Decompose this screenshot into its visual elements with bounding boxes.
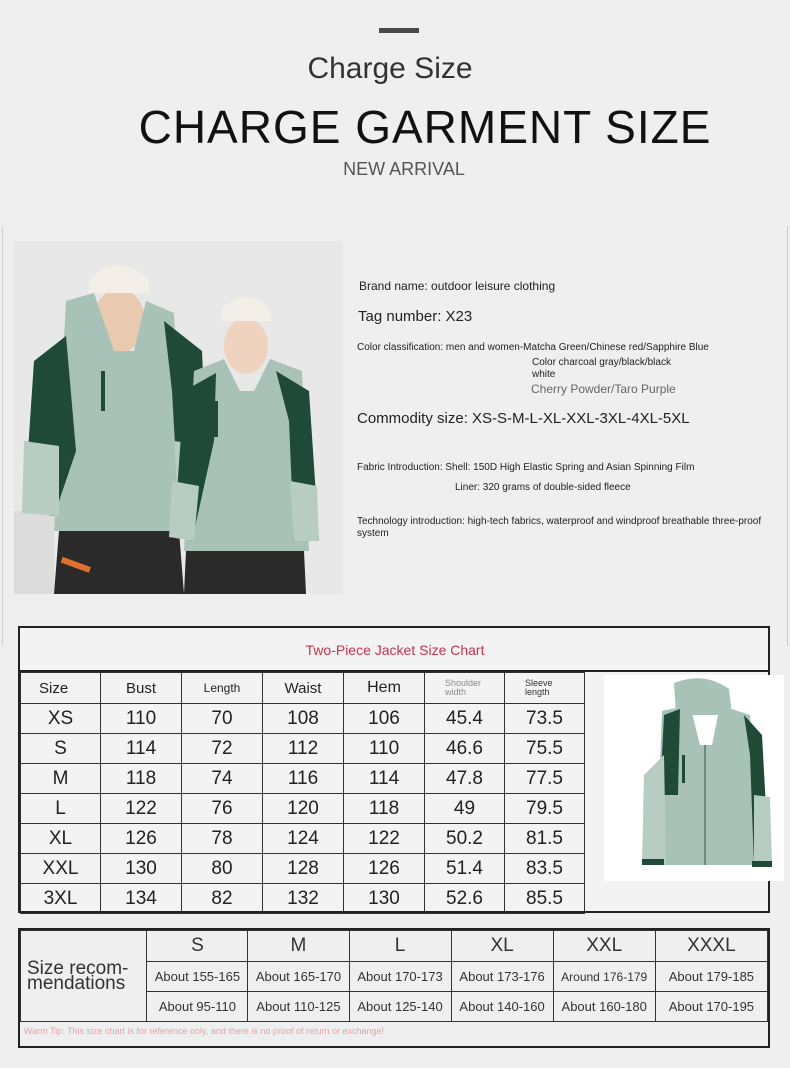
header-sleeve: [505, 673, 585, 704]
rec-height-l: About 170-173: [349, 962, 451, 992]
cell-hem: 122: [344, 824, 425, 854]
rec-size-xxxl: XXXL: [655, 931, 767, 962]
cell-shoulder: 47.8: [425, 764, 505, 794]
cell-shoulder: 45.4: [425, 704, 505, 734]
cell-length: 78: [182, 824, 263, 854]
size-chart-grid: [20, 672, 585, 914]
cell-shoulder: 50.2: [425, 824, 505, 854]
cell-size: M: [21, 764, 101, 794]
rec-size-s: S: [147, 931, 248, 962]
cell-length: 74: [182, 764, 263, 794]
rec-height-m: About 165-170: [248, 962, 349, 992]
model-photo: [14, 241, 343, 594]
cell-size: XL: [21, 824, 101, 854]
commodity-size: Commodity size: XS-S-M-L-XL-XXL-3XL-4XL-5XL: [357, 410, 690, 427]
cell-sleeve: 75.5: [505, 734, 585, 764]
color-line-3: white: [532, 369, 556, 380]
cell-sleeve: 83.5: [505, 854, 585, 884]
rec-height-xl: About 173-176: [451, 962, 553, 992]
cell-bust: 114: [101, 734, 182, 764]
cell-hem: 118: [344, 794, 425, 824]
header-bust: Bust: [101, 673, 182, 704]
cell-hem: 126: [344, 854, 425, 884]
size-chart-caption: Two-Piece Jacket Size Chart: [20, 628, 770, 672]
table-row: [21, 824, 585, 854]
rec-label-line1: Size recom-: [27, 958, 129, 979]
cell-waist: 112: [263, 734, 344, 764]
rec-size-xxl: XXL: [553, 931, 655, 962]
cell-waist: 128: [263, 854, 344, 884]
header-waist: Waist: [263, 673, 344, 704]
cell-size: XXL: [21, 854, 101, 884]
cell-size: S: [21, 734, 101, 764]
rec-weight-xxl: About 160-180: [553, 992, 655, 1022]
rec-size-m: M: [248, 931, 349, 962]
cell-waist: 124: [263, 824, 344, 854]
cell-sleeve: 81.5: [505, 824, 585, 854]
fabric-introduction: Fabric Introduction: Shell: 150D High Elastic Spring and Asian Spinning Film: [357, 462, 695, 473]
cell-length: 82: [182, 884, 263, 914]
header-size: Size: [21, 673, 101, 704]
table-row: [21, 854, 585, 884]
cell-bust: 122: [101, 794, 182, 824]
top-accent-bar: [379, 28, 419, 33]
cell-sleeve: 77.5: [505, 764, 585, 794]
cell-hem: 110: [344, 734, 425, 764]
brand-name: Brand name: outdoor leisure clothing: [359, 279, 556, 293]
warm-tip: Warm Tip: This size chart is for reference only, and there is no proof of return or exchange!: [24, 1026, 384, 1036]
rec-height-xxl: Around 176-179: [553, 962, 655, 992]
header-hem: Hem: [344, 673, 425, 704]
jacket-product-image: [604, 675, 784, 881]
color-line-4: Cherry Powder/Taro Purple: [531, 382, 676, 396]
cell-hem: 106: [344, 704, 425, 734]
page-subtitle: NEW ARRIVAL: [343, 159, 465, 179]
left-divider: [2, 226, 3, 646]
size-recommendations: [18, 928, 770, 1048]
cell-waist: 120: [263, 794, 344, 824]
cell-waist: 116: [263, 764, 344, 794]
cell-sleeve: 85.5: [505, 884, 585, 914]
tag-number: Tag number: X23: [358, 308, 473, 325]
cell-shoulder: 49: [425, 794, 505, 824]
cell-length: 72: [182, 734, 263, 764]
rec-weight-m: About 110-125: [248, 992, 349, 1022]
header-shoulder-line2: width: [445, 687, 467, 697]
technology-line-2: system: [357, 528, 389, 539]
liner-info: Liner: 320 grams of double-sided fleece: [455, 482, 631, 493]
cell-waist: 132: [263, 884, 344, 914]
cell-sleeve: 79.5: [505, 794, 585, 824]
table-row: [21, 764, 585, 794]
rec-weight-s: About 95-110: [147, 992, 248, 1022]
page-title-small: Charge Size: [307, 52, 473, 85]
rec-weight-l: About 125-140: [349, 992, 451, 1022]
cell-size: 3XL: [21, 884, 101, 914]
rec-height-s: About 155-165: [147, 962, 248, 992]
cell-bust: 130: [101, 854, 182, 884]
cell-hem: 130: [344, 884, 425, 914]
header-sleeve-line2: length: [525, 687, 550, 697]
cell-size: XS: [21, 704, 101, 734]
color-classification: Color classification: men and women-Matcha Green/Chinese red/Sapphire Blue: [357, 342, 709, 353]
cell-bust: 126: [101, 824, 182, 854]
header-shoulder-line1: Shoulder: [445, 678, 482, 688]
rec-height-xxxl: About 179-185: [655, 962, 767, 992]
cell-sleeve: 73.5: [505, 704, 585, 734]
cell-shoulder: 52.6: [425, 884, 505, 914]
right-divider: [787, 226, 788, 646]
table-row: [21, 794, 585, 824]
rec-size-row: [21, 931, 768, 962]
rec-size-xl: XL: [451, 931, 553, 962]
page-title: CHARGE GARMENT SIZE: [138, 101, 712, 153]
cell-bust: 118: [101, 764, 182, 794]
table-row: [21, 734, 585, 764]
size-chart: [18, 626, 770, 913]
rec-weight-xxxl: About 170-195: [655, 992, 767, 1022]
header-length: Length: [182, 673, 263, 704]
cell-shoulder: 46.6: [425, 734, 505, 764]
rec-size-l: L: [349, 931, 451, 962]
header-sleeve-line1: Sleeve: [525, 678, 553, 688]
rec-label-line2: mendations: [27, 973, 126, 994]
size-chart-header-row: [21, 673, 585, 704]
cell-hem: 114: [344, 764, 425, 794]
cell-size: L: [21, 794, 101, 824]
cell-length: 80: [182, 854, 263, 884]
header-shoulder: [425, 673, 505, 704]
technology-introduction: Technology introduction: high-tech fabrics, waterproof and windproof breathable three-proof: [357, 516, 762, 527]
cell-shoulder: 51.4: [425, 854, 505, 884]
cell-bust: 134: [101, 884, 182, 914]
cell-waist: 108: [263, 704, 344, 734]
cell-bust: 110: [101, 704, 182, 734]
cell-length: 76: [182, 794, 263, 824]
cell-length: 70: [182, 704, 263, 734]
recommendation-grid: [20, 930, 768, 1022]
table-row: [21, 704, 585, 734]
rec-weight-xl: About 140-160: [451, 992, 553, 1022]
table-row: [21, 884, 585, 914]
color-line-2: Color charcoal gray/black/black: [532, 357, 671, 368]
rec-label: [21, 931, 147, 1022]
